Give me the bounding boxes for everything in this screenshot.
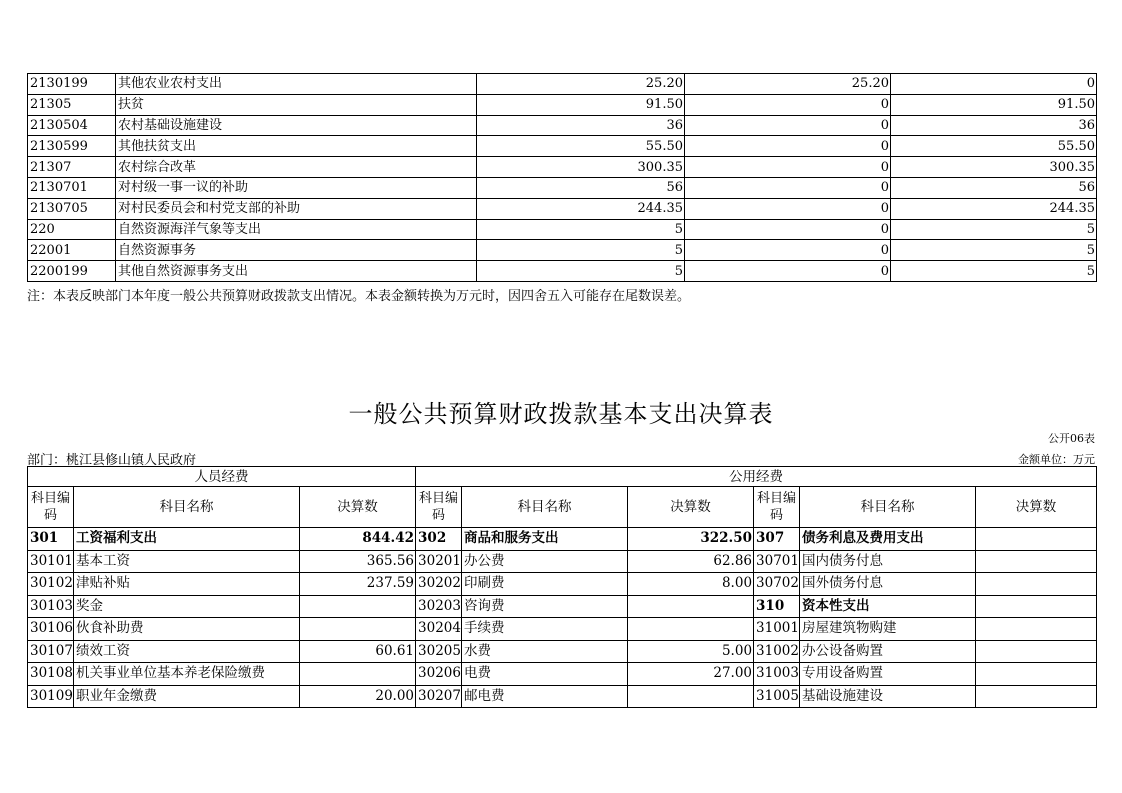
subject-code: 30106 [28,618,74,641]
amount-cell: 5 [891,219,1097,240]
table-row [28,640,1097,663]
subject-name: 咨询费 [462,595,628,618]
amount-cell: 5 [891,240,1097,261]
amount-cell: 91.50 [891,94,1097,115]
table-row [28,219,1097,240]
amount-cell: 244.35 [477,198,685,219]
subject-name: 商品和服务支出 [462,528,628,551]
subject-code: 30701 [754,550,800,573]
amount-cell: 55.50 [477,136,685,157]
header-amount: 决算数 [300,487,416,528]
subject-name: 津贴补贴 [74,573,300,596]
subject-name: 扶贫 [116,94,477,115]
department-label: 部门：桃江县修山镇人民政府 [27,453,197,468]
amount-cell [300,595,416,618]
subject-code: 2130199 [28,74,116,95]
amount-cell: 0 [685,240,891,261]
amount-cell [976,618,1097,641]
amount-cell: 36 [477,115,685,136]
subject-code: 31003 [754,663,800,686]
header-code: 科目编码 [28,487,74,528]
subject-name: 基本工资 [74,550,300,573]
header-name: 科目名称 [462,487,628,528]
subject-name: 对村民委员会和村党支部的补助 [116,198,477,219]
amount-cell: 5 [477,261,685,282]
amount-cell: 55.50 [891,136,1097,157]
subject-name: 绩效工资 [74,640,300,663]
amount-cell: 0 [685,177,891,198]
group-personnel-header: 人员经费 [28,467,416,487]
subject-name: 专用设备购置 [800,663,976,686]
amount-cell [976,685,1097,708]
subject-code: 30109 [28,685,74,708]
amount-cell: 844.42 [300,528,416,551]
subject-code: 30203 [416,595,462,618]
subject-code: 2130599 [28,136,116,157]
subject-name: 自然资源事务 [116,240,477,261]
subject-name: 国外债务付息 [800,573,976,596]
subject-name: 伙食补助费 [74,618,300,641]
subject-name: 邮电费 [462,685,628,708]
table-row [28,595,1097,618]
subject-name: 工资福利支出 [74,528,300,551]
amount-cell: 5.00 [628,640,754,663]
subject-code: 30107 [28,640,74,663]
table-row [28,115,1097,136]
amount-cell: 300.35 [891,157,1097,178]
amount-cell: 0 [685,94,891,115]
amount-cell: 0 [685,198,891,219]
amount-cell [628,685,754,708]
table-id: 公开06表 [1048,432,1095,445]
subject-name: 国内债务付息 [800,550,976,573]
subject-code: 30101 [28,550,74,573]
table-row [28,157,1097,178]
subject-name: 自然资源海洋气象等支出 [116,219,477,240]
amount-unit-label: 金额单位：万元 [1018,453,1095,466]
table-row [28,177,1097,198]
subject-code: 30205 [416,640,462,663]
expenditure-table-continued [27,73,1097,282]
subject-code: 31005 [754,685,800,708]
subject-code: 2200199 [28,261,116,282]
subject-code: 30201 [416,550,462,573]
subject-code: 2130701 [28,177,116,198]
header-name: 科目名称 [74,487,300,528]
subject-name: 对村级一事一议的补助 [116,177,477,198]
subject-code: 30207 [416,685,462,708]
subject-name: 电费 [462,663,628,686]
amount-cell: 27.00 [628,663,754,686]
amount-cell: 25.20 [685,74,891,95]
subject-name: 资本性支出 [800,595,976,618]
amount-cell [976,640,1097,663]
amount-cell [300,618,416,641]
subject-code: 30206 [416,663,462,686]
amount-cell: 0 [685,136,891,157]
amount-cell: 8.00 [628,573,754,596]
amount-cell: 25.20 [477,74,685,95]
subject-name: 奖金 [74,595,300,618]
table-row [28,136,1097,157]
amount-cell: 0 [891,74,1097,95]
amount-cell [976,595,1097,618]
amount-cell [976,573,1097,596]
subject-code: 30108 [28,663,74,686]
subject-code: 31002 [754,640,800,663]
amount-cell: 20.00 [300,685,416,708]
subject-name: 印刷费 [462,573,628,596]
subject-name: 其他自然资源事务支出 [116,261,477,282]
table-row [28,550,1097,573]
amount-cell: 5 [477,219,685,240]
subject-code: 31001 [754,618,800,641]
amount-cell [976,550,1097,573]
header-amount: 决算数 [976,487,1097,528]
subject-code: 30204 [416,618,462,641]
subject-code: 30102 [28,573,74,596]
table-row [28,685,1097,708]
header-amount: 决算数 [628,487,754,528]
subject-code: 30202 [416,573,462,596]
header-code: 科目编码 [416,487,462,528]
subject-name: 办公费 [462,550,628,573]
subject-code: 30702 [754,573,800,596]
subject-name: 职业年金缴费 [74,685,300,708]
report-title: 一般公共预算财政拨款基本支出决算表 [348,400,774,428]
table-row [28,261,1097,282]
subject-name: 房屋建筑物购建 [800,618,976,641]
amount-cell [628,595,754,618]
amount-cell: 0 [685,219,891,240]
amount-cell: 244.35 [891,198,1097,219]
subject-code: 21305 [28,94,116,115]
table-row [28,240,1097,261]
group-public-header: 公用经费 [416,467,1097,487]
subject-code: 21307 [28,157,116,178]
subject-name: 手续费 [462,618,628,641]
amount-cell: 365.56 [300,550,416,573]
amount-cell: 36 [891,115,1097,136]
subject-code: 307 [754,528,800,551]
amount-cell [300,663,416,686]
amount-cell: 56 [891,177,1097,198]
table-row [28,663,1097,686]
amount-cell: 0 [685,157,891,178]
amount-cell: 300.35 [477,157,685,178]
table-row [28,618,1097,641]
subject-name: 基础设施建设 [800,685,976,708]
table-row [28,573,1097,596]
subject-name: 水费 [462,640,628,663]
subject-name: 机关事业单位基本养老保险缴费 [74,663,300,686]
subject-name: 办公设备购置 [800,640,976,663]
amount-cell: 0 [685,261,891,282]
subject-code: 310 [754,595,800,618]
header-code: 科目编码 [754,487,800,528]
amount-cell: 62.86 [628,550,754,573]
subject-code: 22001 [28,240,116,261]
table-note: 注：本表反映部门本年度一般公共预算财政拨款支出情况。本表金额转换为万元时，因四舍五入可能存在尾数误差。 [27,289,691,304]
amount-cell: 56 [477,177,685,198]
table-row [28,74,1097,95]
subject-name: 债务利息及费用支出 [800,528,976,551]
subject-code: 2130705 [28,198,116,219]
amount-cell: 5 [891,261,1097,282]
basic-expenditure-table [27,466,1097,708]
table-row [28,94,1097,115]
subject-name: 其他扶贫支出 [116,136,477,157]
amount-cell [628,618,754,641]
amount-cell [976,528,1097,551]
amount-cell: 0 [685,115,891,136]
header-name: 科目名称 [800,487,976,528]
amount-cell [976,663,1097,686]
amount-cell: 237.59 [300,573,416,596]
amount-cell: 91.50 [477,94,685,115]
subject-name: 农村基础设施建设 [116,115,477,136]
subject-code: 301 [28,528,74,551]
subject-code: 2130504 [28,115,116,136]
subject-name: 其他农业农村支出 [116,74,477,95]
table-row [28,198,1097,219]
amount-cell: 5 [477,240,685,261]
subject-code: 220 [28,219,116,240]
subject-code: 302 [416,528,462,551]
amount-cell: 322.50 [628,528,754,551]
subject-name: 农村综合改革 [116,157,477,178]
amount-cell: 60.61 [300,640,416,663]
table-row [28,528,1097,551]
subject-code: 30103 [28,595,74,618]
